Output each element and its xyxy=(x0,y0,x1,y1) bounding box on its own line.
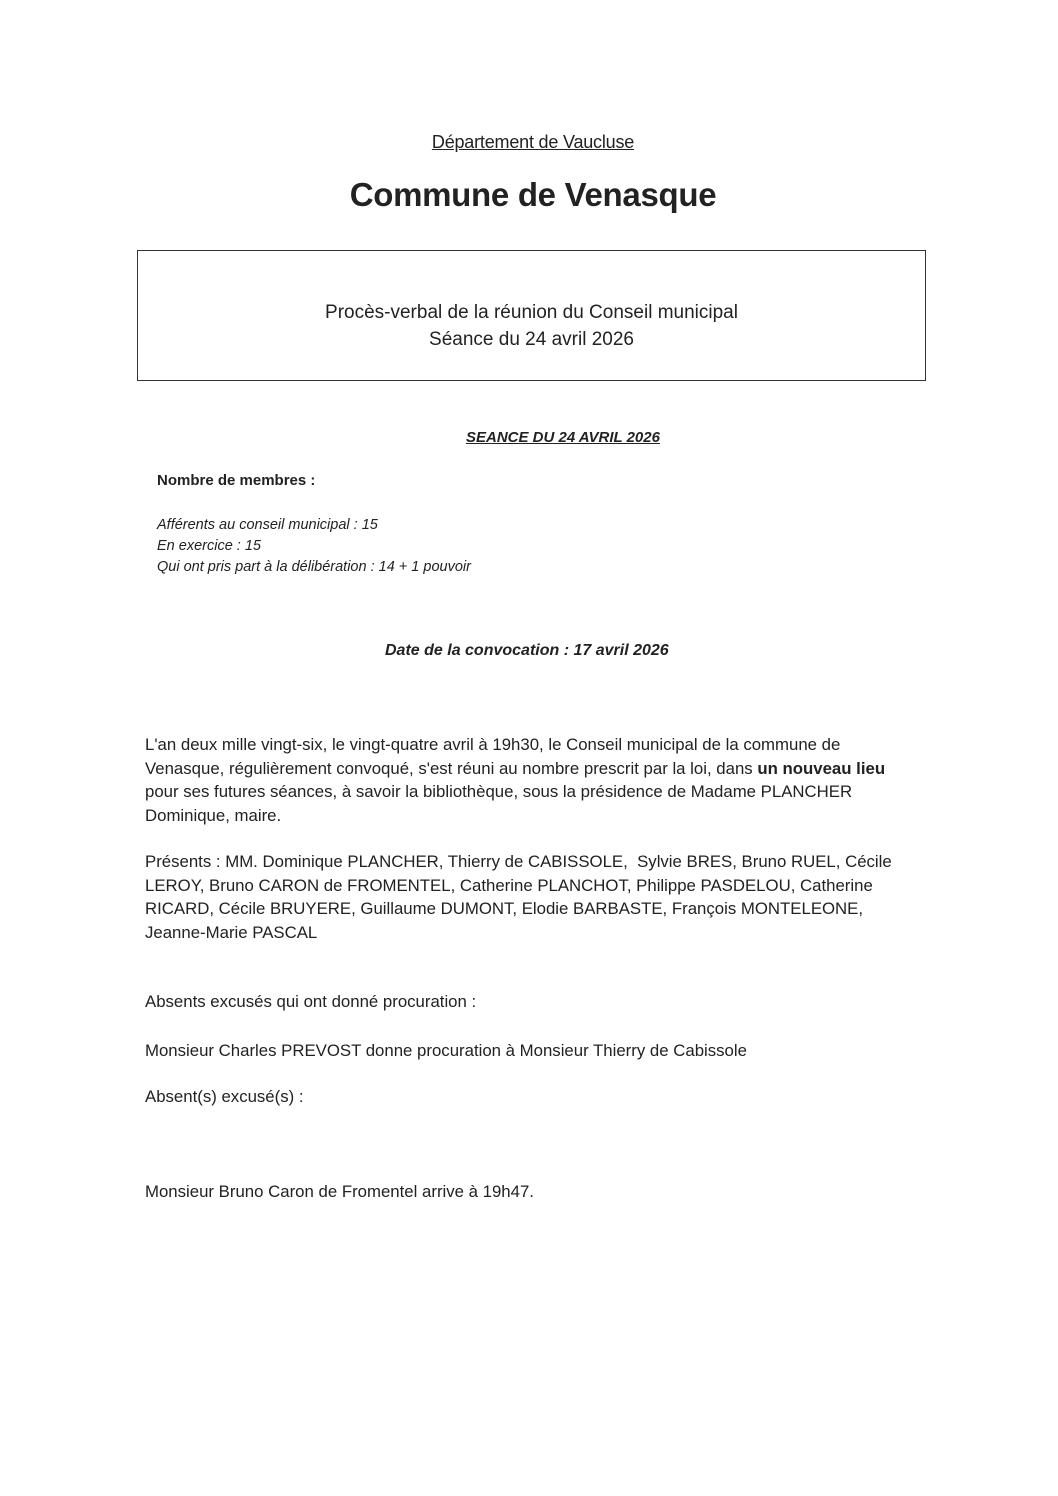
presents-line: LEROY, Bruno CARON de FROMENTEL, Catherine PLANCHOT, Philippe PASDELOU, Catherine xyxy=(145,875,873,895)
members-item-en-exercice: En exercice : 15 xyxy=(157,538,261,554)
seance-title: SEANCE DU 24 AVRIL 2026 xyxy=(466,429,660,446)
members-heading: Nombre de membres : xyxy=(157,472,316,489)
arrival-note: Monsieur Bruno Caron de Fromentel arrive à 19h47. xyxy=(145,1182,534,1201)
frame-line-seance: Séance du 24 avril 2026 xyxy=(429,329,634,350)
members-list xyxy=(157,515,471,578)
members-item-afferents: Afférents au conseil municipal : 15 xyxy=(157,517,378,533)
commune-title: Commune de Venasque xyxy=(349,176,717,213)
intro-line: Dominique, maire. xyxy=(145,805,282,825)
document-title-frame xyxy=(137,250,926,381)
presents-line: Jeanne-Marie PASCAL xyxy=(145,922,318,942)
presents-line: RICARD, Cécile BRUYERE, Guillaume DUMONT, Elodie BARBASTE, François MONTELEONE, xyxy=(145,899,864,918)
intro-line: pour ses futures séances, à savoir la bibliothèque, sous la présidence de Madame PLANCHER xyxy=(145,782,853,801)
absents-procuration-heading: Absents excusés qui ont donné procuration : xyxy=(145,992,477,1011)
intro-paragraph xyxy=(145,733,905,827)
intro-bold-new-place: un nouveau lieu xyxy=(757,758,886,778)
presents-line: Présents : MM. Dominique PLANCHER, Thierry de CABISSOLE, Sylvie BRES, Bruno RUEL, Cécile xyxy=(145,852,892,871)
intro-line: L'an deux mille vingt-six, le vingt-quatre avril à 19h30, le Conseil municipal de la commune de xyxy=(145,735,841,754)
intro-line xyxy=(145,757,905,781)
presents-paragraph xyxy=(145,850,905,944)
department-heading: Département de Vaucluse xyxy=(431,132,635,152)
absents-excuses-heading: Absent(s) excusé(s) : xyxy=(145,1087,304,1106)
members-item-deliberation: Qui ont pris part à la délibération : 14 + 1 pouvoir xyxy=(157,559,471,575)
frame-line-proces-verbal: Procès-verbal de la réunion du Conseil municipal xyxy=(325,302,738,323)
convocation-date: Date de la convocation : 17 avril 2026 xyxy=(385,642,669,659)
procuration-text: Monsieur Charles PREVOST donne procuration à Monsieur Thierry de Cabissole xyxy=(145,1041,747,1060)
intro-line-text: Venasque, régulièrement convoqué, s'est réuni au nombre prescrit par la loi, dans xyxy=(145,758,758,778)
